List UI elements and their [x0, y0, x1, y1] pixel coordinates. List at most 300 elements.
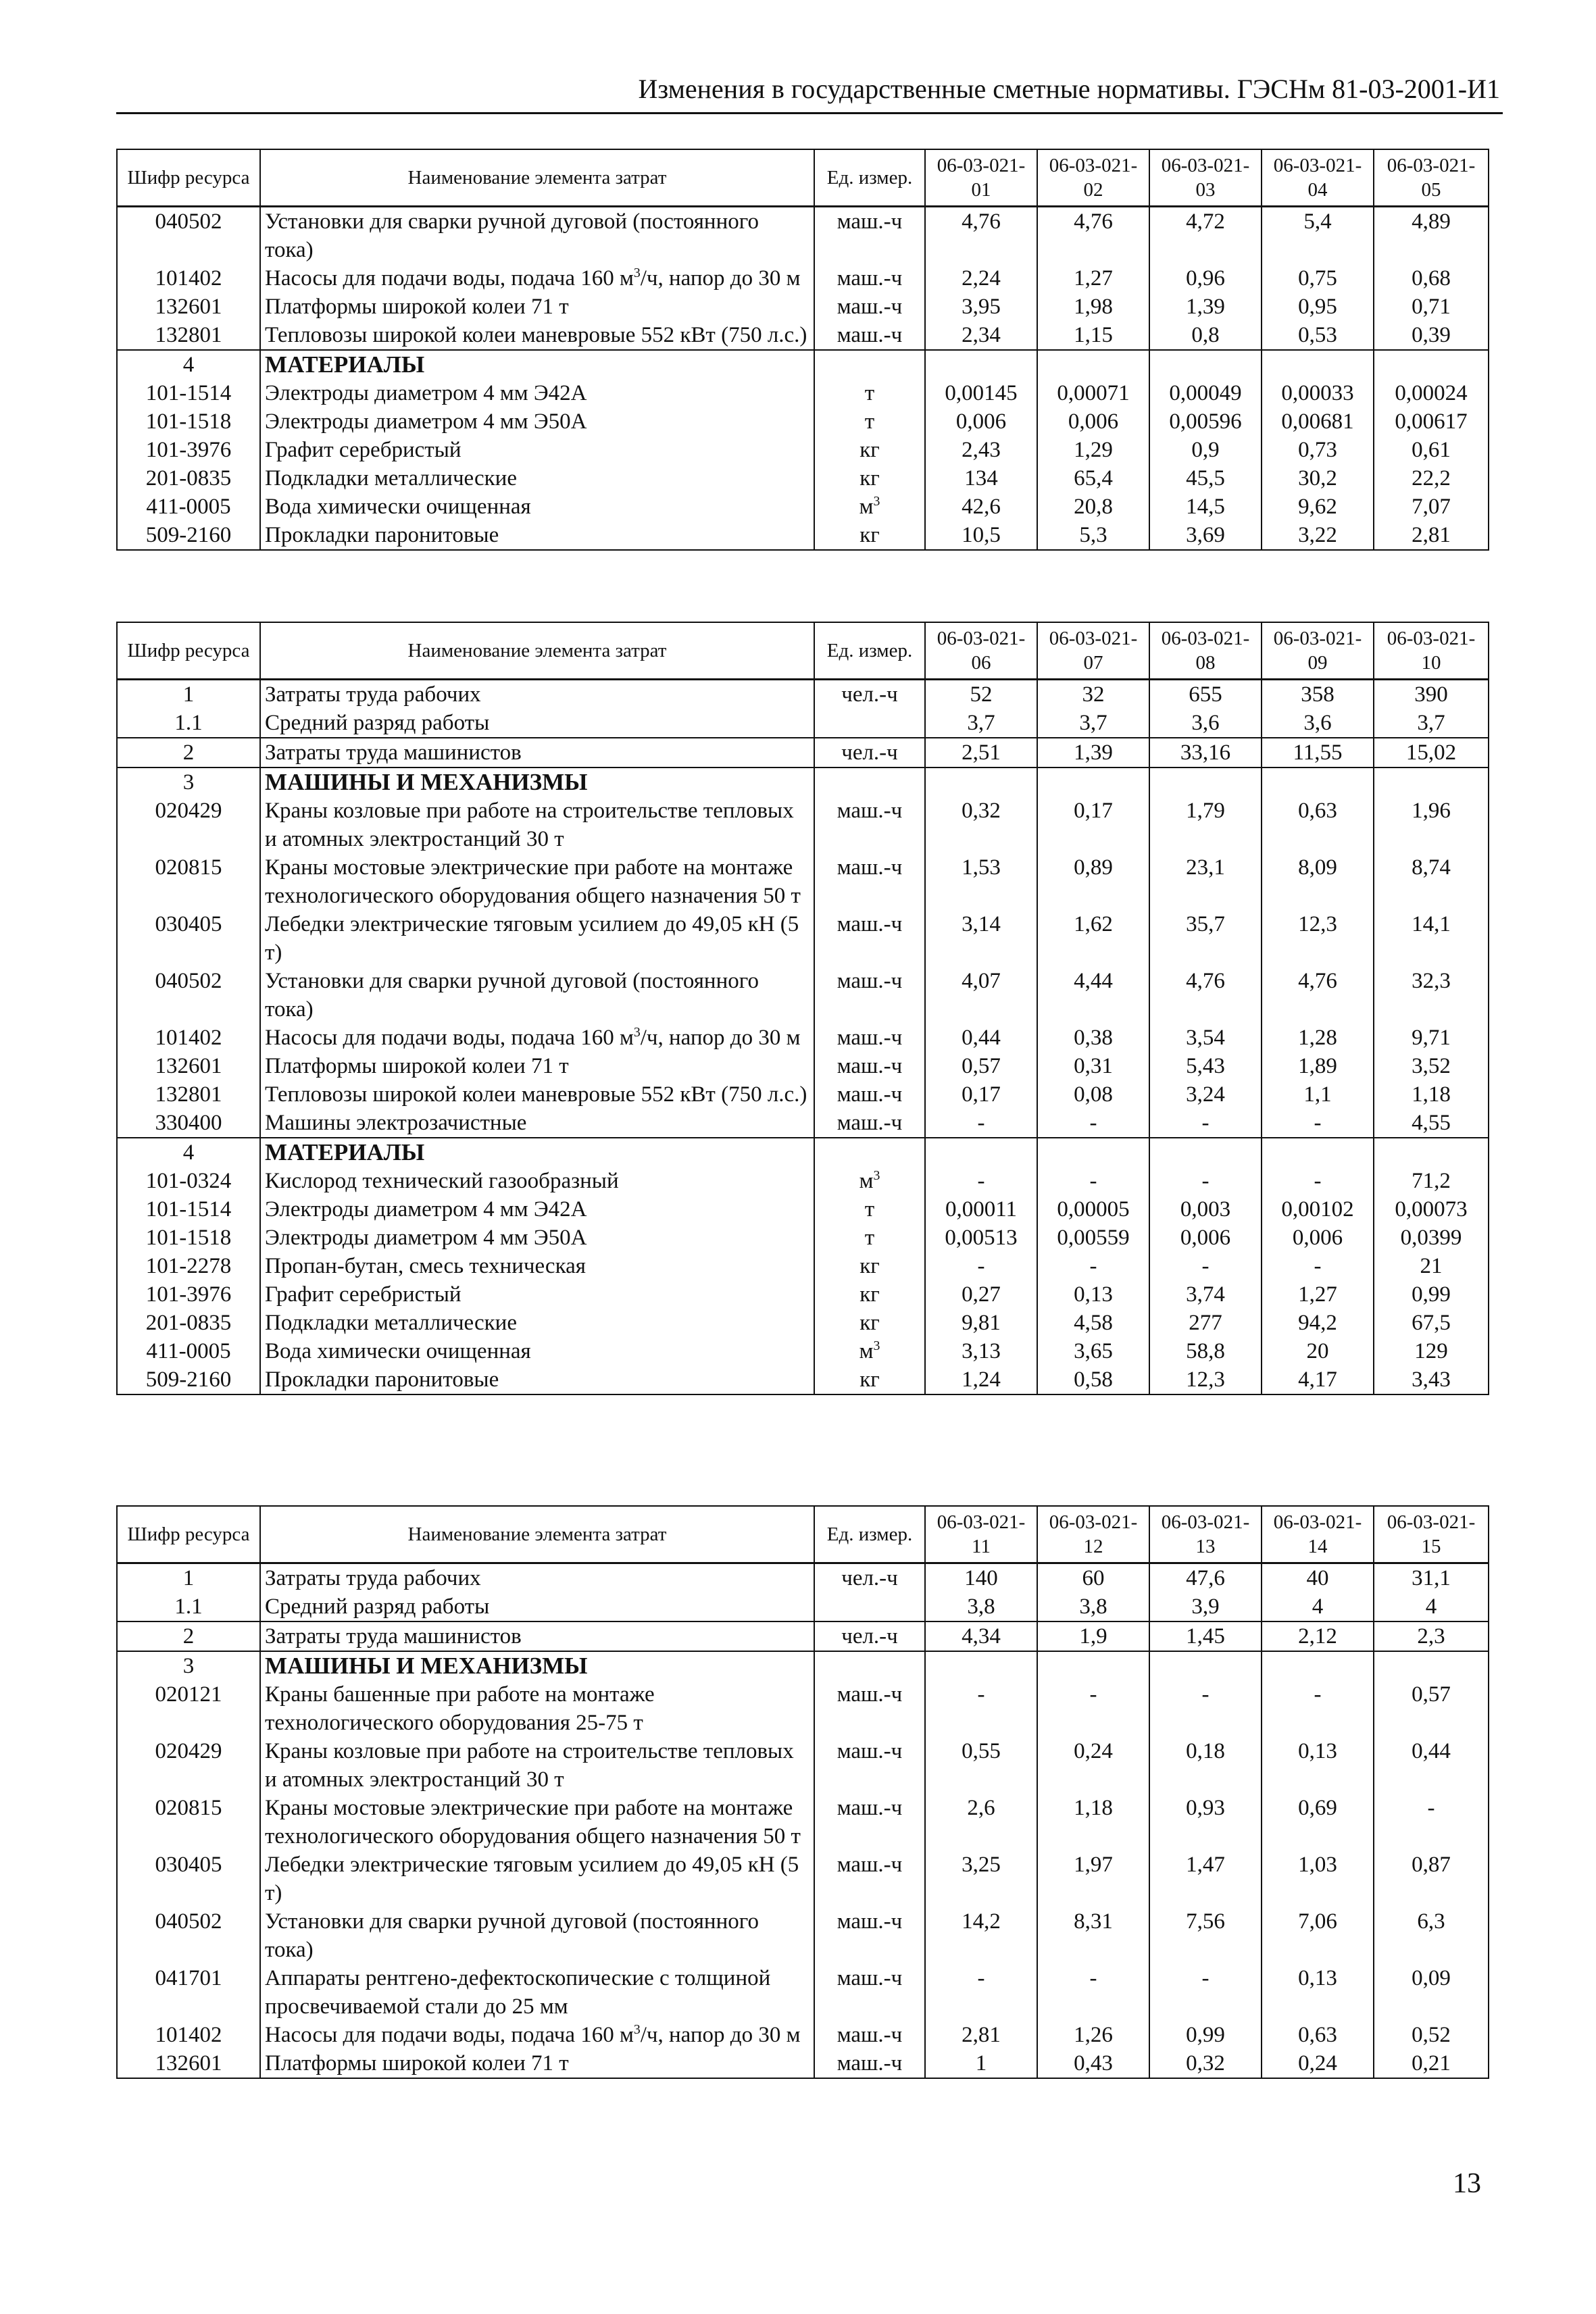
value-cell: 9,81: [925, 1309, 1037, 1337]
value-cell: 3,22: [1262, 521, 1374, 550]
value-cell: 15,02: [1374, 738, 1489, 768]
value-cell: 0,00513: [925, 1224, 1037, 1252]
resource-code: 101402: [117, 1024, 260, 1052]
value-cell: 0,00559: [1037, 1224, 1149, 1252]
value-cell: -: [1262, 1680, 1374, 1737]
resource-code: 201-0835: [117, 464, 260, 493]
resource-code: 101-1518: [117, 1224, 260, 1252]
value-cell: 1,28: [1262, 1024, 1374, 1052]
unit-cell: [814, 709, 925, 738]
value-cell: 11,55: [1262, 738, 1374, 768]
unit-cell: [814, 768, 925, 797]
resource-code: 101-2278: [117, 1252, 260, 1280]
resource-code: 040502: [117, 967, 260, 1024]
value-cell: [1262, 768, 1374, 797]
value-cell: 0,00033: [1262, 379, 1374, 407]
unit-cell: маш.-ч: [814, 1680, 925, 1737]
table-row: [117, 1080, 1489, 1109]
resource-code: 040502: [117, 207, 260, 265]
value-cell: 0,93: [1149, 1794, 1262, 1851]
value-cell: 0,55: [925, 1737, 1037, 1794]
value-cell: 0,00011: [925, 1195, 1037, 1224]
value-cell: 1,89: [1262, 1052, 1374, 1080]
unit-cell: кг: [814, 464, 925, 493]
column-header-name: Наименование элемента затрат: [260, 622, 814, 680]
resource-code: 040502: [117, 1907, 260, 1964]
value-cell: 0,61: [1374, 436, 1489, 464]
resource-code: 020121: [117, 1680, 260, 1737]
resource-code: 132801: [117, 321, 260, 350]
value-cell: -: [1262, 1109, 1374, 1138]
table-row: [117, 1680, 1489, 1737]
value-cell: -: [1037, 1167, 1149, 1195]
value-cell: 0,99: [1149, 2021, 1262, 2049]
value-cell: 0,95: [1262, 293, 1374, 321]
section-title: МАШИНЫ И МЕХАНИЗМЫ: [260, 1651, 814, 1680]
value-cell: 32: [1037, 680, 1149, 709]
value-cell: 0,18: [1149, 1737, 1262, 1794]
value-cell: 0,87: [1374, 1851, 1489, 1907]
section-title: МАШИНЫ И МЕХАНИЗМЫ: [260, 768, 814, 797]
value-cell: 0,0399: [1374, 1224, 1489, 1252]
column-header-code: Шифр ресурса: [117, 622, 260, 680]
resource-code: 3: [117, 1651, 260, 1680]
value-cell: 5,3: [1037, 521, 1149, 550]
table-row: [117, 1195, 1489, 1224]
value-cell: 23,1: [1149, 853, 1262, 910]
resource-name: Затраты труда рабочих: [260, 1563, 814, 1593]
resource-name: Прокладки паронитовые: [260, 521, 814, 550]
unit-cell: маш.-ч: [814, 1109, 925, 1138]
value-cell: 3,43: [1374, 1365, 1489, 1394]
unit-cell: маш.-ч: [814, 797, 925, 853]
value-cell: 4,34: [925, 1621, 1037, 1651]
value-cell: 3,25: [925, 1851, 1037, 1907]
value-cell: 4,89: [1374, 207, 1489, 265]
header-rule: [116, 112, 1503, 114]
table-row: [117, 1052, 1489, 1080]
resource-name: Электроды диаметром 4 мм Э42А: [260, 379, 814, 407]
resource-name: Подкладки металлические: [260, 1309, 814, 1337]
table-row: [117, 1109, 1489, 1138]
value-cell: 4,07: [925, 967, 1037, 1024]
value-cell: [1262, 1138, 1374, 1167]
value-cell: 0,44: [925, 1024, 1037, 1052]
unit-cell: маш.-ч: [814, 1024, 925, 1052]
value-cell: 0,58: [1037, 1365, 1149, 1394]
value-cell: [1149, 768, 1262, 797]
resource-code: 030405: [117, 1851, 260, 1907]
value-cell: 2,51: [925, 738, 1037, 768]
value-cell: [1262, 350, 1374, 379]
unit-cell: кг: [814, 436, 925, 464]
table-row: [117, 293, 1489, 321]
resource-code: 101-0324: [117, 1167, 260, 1195]
column-header-name: Наименование элемента затрат: [260, 1506, 814, 1563]
table-row: [117, 2021, 1489, 2049]
resource-code: 3: [117, 768, 260, 797]
value-cell: 655: [1149, 680, 1262, 709]
resource-code: 020429: [117, 1737, 260, 1794]
resource-code: 101-1514: [117, 379, 260, 407]
column-header-norm-code: 06-03-021-09: [1262, 622, 1374, 680]
value-cell: 14,1: [1374, 910, 1489, 967]
page-header: Изменения в государственные сметные нормативы. ГЭСНм 81-03-2001-И1: [638, 74, 1500, 104]
column-header-norm-code: 06-03-021-05: [1374, 149, 1489, 207]
unit-cell: маш.-ч: [814, 293, 925, 321]
value-cell: 20,8: [1037, 493, 1149, 521]
value-cell: 1,96: [1374, 797, 1489, 853]
value-cell: [1037, 350, 1149, 379]
column-header-norm-code: 06-03-021-08: [1149, 622, 1262, 680]
value-cell: 6,3: [1374, 1907, 1489, 1964]
resource-code: 411-0005: [117, 1337, 260, 1365]
resource-code: 101-3976: [117, 436, 260, 464]
value-cell: 0,17: [1037, 797, 1149, 853]
value-cell: 0,08: [1037, 1080, 1149, 1109]
column-header-norm-code: 06-03-021-11: [925, 1506, 1037, 1563]
value-cell: 52: [925, 680, 1037, 709]
resource-code: 132601: [117, 293, 260, 321]
column-header-norm-code: 06-03-021-02: [1037, 149, 1149, 207]
unit-cell: кг: [814, 1365, 925, 1394]
table-row: [117, 709, 1489, 738]
value-cell: 1,47: [1149, 1851, 1262, 1907]
value-cell: 134: [925, 464, 1037, 493]
table-row: [117, 1737, 1489, 1794]
value-cell: 0,00596: [1149, 407, 1262, 436]
value-cell: 0,89: [1037, 853, 1149, 910]
resource-name: Графит серебристый: [260, 436, 814, 464]
value-cell: 2,81: [1374, 521, 1489, 550]
column-header-code: Шифр ресурса: [117, 149, 260, 207]
unit-cell: [814, 1138, 925, 1167]
value-cell: -: [1262, 1252, 1374, 1280]
value-cell: 0,73: [1262, 436, 1374, 464]
resource-name: Установки для сварки ручной дуговой (постоянного тока): [260, 207, 814, 265]
value-cell: 3,65: [1037, 1337, 1149, 1365]
table-row: [117, 379, 1489, 407]
resource-name: Затраты труда рабочих: [260, 680, 814, 709]
unit-cell: чел.-ч: [814, 1563, 925, 1593]
value-cell: [1037, 768, 1149, 797]
value-cell: -: [925, 1252, 1037, 1280]
unit-cell: маш.-ч: [814, 2049, 925, 2078]
value-cell: 2,81: [925, 2021, 1037, 2049]
resource-name: Электроды диаметром 4 мм Э42А: [260, 1195, 814, 1224]
value-cell: [925, 1138, 1037, 1167]
value-cell: 2,24: [925, 264, 1037, 293]
resource-table-1: [116, 149, 1489, 551]
resource-code: 101-1518: [117, 407, 260, 436]
resource-name: Электроды диаметром 4 мм Э50А: [260, 1224, 814, 1252]
value-cell: 3,95: [925, 293, 1037, 321]
value-cell: 2,12: [1262, 1621, 1374, 1651]
value-cell: 0,71: [1374, 293, 1489, 321]
resource-name: Кислород технический газообразный: [260, 1167, 814, 1195]
value-cell: 1,98: [1037, 293, 1149, 321]
table-row: [117, 1224, 1489, 1252]
resource-name: Затраты труда машинистов: [260, 1621, 814, 1651]
resource-code: 101402: [117, 264, 260, 293]
value-cell: -: [925, 1109, 1037, 1138]
value-cell: 4: [1262, 1592, 1374, 1621]
value-cell: 0,99: [1374, 1280, 1489, 1309]
value-cell: 58,8: [1149, 1337, 1262, 1365]
table-row: [117, 910, 1489, 967]
unit-cell: $м^3$: [814, 1337, 925, 1365]
resource-name: Графит серебристый: [260, 1280, 814, 1309]
resource-name: Платформы широкой колеи 71 т: [260, 2049, 814, 2078]
value-cell: 3,7: [925, 709, 1037, 738]
value-cell: 31,1: [1374, 1563, 1489, 1593]
value-cell: 0,00681: [1262, 407, 1374, 436]
value-cell: 0,44: [1374, 1737, 1489, 1794]
resource-name: Прокладки паронитовые: [260, 1365, 814, 1394]
value-cell: 45,5: [1149, 464, 1262, 493]
table-row: [117, 321, 1489, 350]
value-cell: 0,31: [1037, 1052, 1149, 1080]
resource-code: 030405: [117, 910, 260, 967]
value-cell: 0,63: [1262, 2021, 1374, 2049]
value-cell: 0,8: [1149, 321, 1262, 350]
table-row: [117, 407, 1489, 436]
value-cell: 35,7: [1149, 910, 1262, 967]
value-cell: 3,6: [1149, 709, 1262, 738]
value-cell: 3,69: [1149, 521, 1262, 550]
resource-code: 020429: [117, 797, 260, 853]
value-cell: 5,4: [1262, 207, 1374, 265]
table-row: [117, 853, 1489, 910]
table-row: [117, 464, 1489, 493]
value-cell: -: [1149, 1109, 1262, 1138]
resource-name: Установки для сварки ручной дуговой (постоянного тока): [260, 967, 814, 1024]
unit-cell: т: [814, 407, 925, 436]
value-cell: 42,6: [925, 493, 1037, 521]
value-cell: 0,75: [1262, 264, 1374, 293]
value-cell: 1,24: [925, 1365, 1037, 1394]
value-cell: [1374, 350, 1489, 379]
value-cell: 3,13: [925, 1337, 1037, 1365]
section-row: [117, 350, 1489, 379]
value-cell: -: [1262, 1167, 1374, 1195]
value-cell: -: [1149, 1167, 1262, 1195]
table-row: [117, 436, 1489, 464]
value-cell: -: [1037, 1680, 1149, 1737]
table-row: [117, 1563, 1489, 1593]
value-cell: -: [1149, 1964, 1262, 2021]
value-cell: 1,27: [1262, 1280, 1374, 1309]
value-cell: 0,13: [1262, 1964, 1374, 2021]
resource-code: 132801: [117, 1080, 260, 1109]
value-cell: 3,52: [1374, 1052, 1489, 1080]
value-cell: 3,7: [1374, 709, 1489, 738]
value-cell: 40: [1262, 1563, 1374, 1593]
value-cell: 20: [1262, 1337, 1374, 1365]
unit-cell: маш.-ч: [814, 853, 925, 910]
resource-code: 132601: [117, 1052, 260, 1080]
resource-name: Вода химически очищенная: [260, 493, 814, 521]
resource-code: 1.1: [117, 1592, 260, 1621]
table-row: [117, 967, 1489, 1024]
resource-code: 020815: [117, 853, 260, 910]
value-cell: 3,14: [925, 910, 1037, 967]
unit-cell: кг: [814, 1309, 925, 1337]
table-row: [117, 1309, 1489, 1337]
value-cell: 4,58: [1037, 1309, 1149, 1337]
value-cell: 1,18: [1374, 1080, 1489, 1109]
table-row: [117, 1252, 1489, 1280]
unit-cell: чел.-ч: [814, 680, 925, 709]
value-cell: 60: [1037, 1563, 1149, 1593]
value-cell: 0,53: [1262, 321, 1374, 350]
value-cell: 1,03: [1262, 1851, 1374, 1907]
section-row: [117, 768, 1489, 797]
unit-cell: маш.-ч: [814, 207, 925, 265]
unit-cell: кг: [814, 1252, 925, 1280]
value-cell: 0,52: [1374, 2021, 1489, 2049]
value-cell: 7,06: [1262, 1907, 1374, 1964]
value-cell: [925, 1651, 1037, 1680]
value-cell: 65,4: [1037, 464, 1149, 493]
resource-code: 1.1: [117, 709, 260, 738]
unit-cell: маш.-ч: [814, 1964, 925, 2021]
resource-name: Тепловозы широкой колеи маневровые 552 кВт (750 л.с.): [260, 1080, 814, 1109]
resource-code: 201-0835: [117, 1309, 260, 1337]
value-cell: 358: [1262, 680, 1374, 709]
column-header-norm-code: 06-03-021-12: [1037, 1506, 1149, 1563]
value-cell: 0,00073: [1374, 1195, 1489, 1224]
value-cell: -: [1037, 1109, 1149, 1138]
value-cell: [925, 768, 1037, 797]
value-cell: 8,31: [1037, 1907, 1149, 1964]
value-cell: 12,3: [1149, 1365, 1262, 1394]
value-cell: [1374, 1138, 1489, 1167]
value-cell: 3,9: [1149, 1592, 1262, 1621]
value-cell: 9,71: [1374, 1024, 1489, 1052]
value-cell: 1: [925, 2049, 1037, 2078]
value-cell: 3,74: [1149, 1280, 1262, 1309]
value-cell: 0,006: [1037, 407, 1149, 436]
value-cell: 14,2: [925, 1907, 1037, 1964]
resource-name: Краны мостовые электрические при работе на монтаже технологического оборудования общего назначения 50 т: [260, 853, 814, 910]
value-cell: 67,5: [1374, 1309, 1489, 1337]
table-row: [117, 207, 1489, 265]
unit-cell: чел.-ч: [814, 1621, 925, 1651]
value-cell: 0,006: [925, 407, 1037, 436]
value-cell: [1037, 1138, 1149, 1167]
value-cell: 2,34: [925, 321, 1037, 350]
resource-code: 101-1514: [117, 1195, 260, 1224]
resource-name: Тепловозы широкой колеи маневровые 552 кВт (750 л.с.): [260, 321, 814, 350]
table-row: [117, 680, 1489, 709]
section-row: [117, 1651, 1489, 1680]
resource-table-2: [116, 622, 1489, 1395]
unit-cell: кг: [814, 1280, 925, 1309]
resource-name: Насосы для подачи воды, подача 160 $м^3/ч$, напор до 30 м: [260, 2021, 814, 2049]
resource-name: Лебедки электрические тяговым усилием до 49,05 кН (5 т): [260, 910, 814, 967]
value-cell: 0,63: [1262, 797, 1374, 853]
value-cell: [1037, 1651, 1149, 1680]
value-cell: 21: [1374, 1252, 1489, 1280]
column-header-norm-code: 06-03-021-03: [1149, 149, 1262, 207]
value-cell: 0,27: [925, 1280, 1037, 1309]
column-header-norm-code: 06-03-021-04: [1262, 149, 1374, 207]
resource-code: 1: [117, 680, 260, 709]
resource-code: 041701: [117, 1964, 260, 2021]
column-header-code: Шифр ресурса: [117, 1506, 260, 1563]
value-cell: 129: [1374, 1337, 1489, 1365]
value-cell: 0,00005: [1037, 1195, 1149, 1224]
resource-name: Насосы для подачи воды, подача 160 $м^3/ч$, напор до 30 м: [260, 1024, 814, 1052]
value-cell: 0,13: [1262, 1737, 1374, 1794]
value-cell: 0,00071: [1037, 379, 1149, 407]
value-cell: 0,9: [1149, 436, 1262, 464]
value-cell: 0,006: [1149, 1224, 1262, 1252]
unit-cell: маш.-ч: [814, 264, 925, 293]
table-row: [117, 1337, 1489, 1365]
value-cell: [1262, 1651, 1374, 1680]
value-cell: 0,38: [1037, 1024, 1149, 1052]
resource-code: 4: [117, 1138, 260, 1167]
value-cell: [1149, 350, 1262, 379]
resource-code: 509-2160: [117, 1365, 260, 1394]
value-cell: 1,62: [1037, 910, 1149, 967]
table-row: [117, 521, 1489, 550]
unit-cell: [814, 1592, 925, 1621]
resource-code: 020815: [117, 1794, 260, 1851]
unit-cell: маш.-ч: [814, 1052, 925, 1080]
value-cell: 0,00049: [1149, 379, 1262, 407]
value-cell: 0,57: [925, 1052, 1037, 1080]
value-cell: [1149, 1138, 1262, 1167]
value-cell: 5,43: [1149, 1052, 1262, 1080]
resource-code: 330400: [117, 1109, 260, 1138]
value-cell: 12,3: [1262, 910, 1374, 967]
value-cell: 0,32: [925, 797, 1037, 853]
value-cell: -: [925, 1680, 1037, 1737]
unit-cell: маш.-ч: [814, 910, 925, 967]
value-cell: 0,43: [1037, 2049, 1149, 2078]
value-cell: 32,3: [1374, 967, 1489, 1024]
table-row: [117, 2049, 1489, 2078]
value-cell: 4: [1374, 1592, 1489, 1621]
value-cell: 7,56: [1149, 1907, 1262, 1964]
value-cell: 3,54: [1149, 1024, 1262, 1052]
resource-name: Машины электрозачистные: [260, 1109, 814, 1138]
resource-name: Пропан-бутан, смесь техническая: [260, 1252, 814, 1280]
table-row: [117, 1621, 1489, 1651]
unit-cell: т: [814, 1195, 925, 1224]
column-header-norm-code: 06-03-021-10: [1374, 622, 1489, 680]
value-cell: 140: [925, 1563, 1037, 1593]
resource-code: 411-0005: [117, 493, 260, 521]
unit-cell: маш.-ч: [814, 1080, 925, 1109]
unit-cell: [814, 350, 925, 379]
column-header-unit: Ед. измер.: [814, 149, 925, 207]
resource-name: Платформы широкой колеи 71 т: [260, 293, 814, 321]
value-cell: -: [1149, 1252, 1262, 1280]
value-cell: 4,72: [1149, 207, 1262, 265]
value-cell: 0,00024: [1374, 379, 1489, 407]
value-cell: -: [925, 1964, 1037, 2021]
value-cell: 30,2: [1262, 464, 1374, 493]
table-row: [117, 738, 1489, 768]
value-cell: 1,15: [1037, 321, 1149, 350]
resource-name: Краны башенные при работе на монтаже технологического оборудования 25-75 т: [260, 1680, 814, 1737]
resource-name: Краны козловые при работе на строительстве тепловых и атомных электростанций 30 т: [260, 797, 814, 853]
resource-name: Средний разряд работы: [260, 709, 814, 738]
